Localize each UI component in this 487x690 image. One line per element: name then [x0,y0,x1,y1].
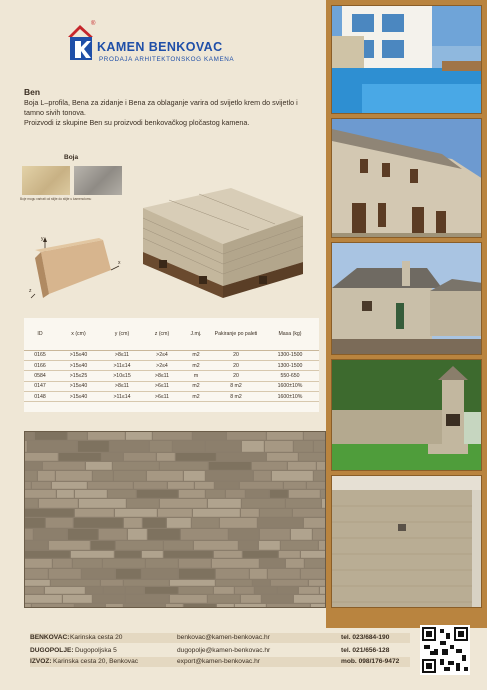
contact-phone: mob. 098/176-9472 [341,658,400,665]
swatch-title: Boja [64,154,79,161]
cell-unit: m2 [181,392,211,402]
cell-z: >8≤11 [143,371,181,381]
cell-mass: 1300-1500 [261,360,319,370]
cell-z: >2≤4 [143,350,181,360]
photo-pool-villa [331,5,482,114]
contact-row-izvoz [30,658,410,668]
col-header-id: ID [24,318,56,350]
cell-mass: 550-650 [261,371,319,381]
photo-stone-cottage [331,242,482,355]
contact-city: BENKOVAC: [30,634,70,641]
table-row [24,392,319,402]
cell-packing: 8 m2 [211,392,261,402]
contact-phone: tel. 021/656-128 [341,647,390,654]
col-header-mass: Masa (kg) [261,318,319,350]
cell-x: >15≤40 [56,350,101,360]
cell-z: >2≤4 [143,360,181,370]
cell-unit: m2 [181,350,211,360]
contact-phone: tel. 023/684-190 [341,634,390,641]
spec-table [24,318,319,412]
col-header-z: z (cm) [143,318,181,350]
logo-house-icon [66,22,96,62]
cell-x: >15≤25 [56,371,101,381]
contact-city: DUGOPOLJE: [30,647,74,654]
contact-city: IZVOZ: [30,658,52,665]
contact-row-dugopolje [30,647,410,657]
cell-id: 0166 [24,360,56,370]
cell-unit: m [181,371,211,381]
contact-footer [0,628,487,690]
col-header-unit: J.mj. [181,318,211,350]
cell-z: >6≤11 [143,381,181,391]
table-row [24,350,319,360]
contact-email[interactable]: export@kamen-benkovac.hr [177,658,260,665]
cell-y: >8≤11 [101,381,143,391]
cell-x: >15≤40 [56,392,101,402]
contact-email[interactable]: dugopolje@kamen-benkovac.hr [177,647,271,654]
cell-x: >15≤40 [56,360,101,370]
product-description [24,98,319,128]
contact-email[interactable]: benkovac@kamen-benkovac.hr [177,634,270,641]
company-logo [66,22,256,66]
spec-table-header [24,318,319,350]
cell-y: >11≤14 [101,392,143,402]
contact-address: Karinska cesta 20 [70,634,123,641]
cell-unit: m2 [181,381,211,391]
cell-id: 0148 [24,392,56,402]
table-row [24,360,319,370]
cell-packing: 20 [211,350,261,360]
axis-z-label: z [29,288,32,294]
registered-mark: ® [91,21,96,27]
photo-stone-facade [331,475,482,608]
block-dimension-sketch [29,234,125,300]
cell-y: >11≤14 [101,360,143,370]
cell-z: >6≤11 [143,392,181,402]
contact-row-benkovac [30,634,410,644]
swatch-note: Boje mogu varirati od stijte do stijte u kamenolomu [20,197,92,201]
cell-packing: 20 [211,360,261,370]
table-row [24,381,319,391]
description-line-2: Proizvodi iz skupine Ben su proizvodi benkovačkog pločastog kamena. [24,118,250,127]
brand-tagline: PRODAJA ARHITEKTONSKOG KAMENA [99,56,235,63]
col-header-y: y (cm) [101,318,143,350]
cell-packing: 8 m2 [211,381,261,391]
description-line-1: Boja L–profila, Bena za zidanje i Bena za oblaganje varira od svijetlo krem do svijetlo i tamno sivih tonova. [24,98,298,117]
brand-name: KAMEN BENKOVAC [97,40,223,54]
photo-stone-house [331,118,482,238]
product-title: Ben [24,87,41,97]
contact-address: Karinska cesta 20, Benkovac [53,658,139,665]
contact-address: Dugopoljska 5 [75,647,117,654]
col-header-packing: Pakiranje po paleti [211,318,261,350]
stone-wall-photo [24,431,326,608]
cell-mass: 1600±10% [261,392,319,402]
cell-id: 0584 [24,371,56,381]
cell-y: >10≤15 [101,371,143,381]
cell-id: 0147 [24,381,56,391]
cell-packing: 20 [211,371,261,381]
cell-x: >15≤40 [56,381,101,391]
swatch-grey [74,166,122,195]
cell-id: 0165 [24,350,56,360]
axis-y-label: y [41,236,44,242]
cell-mass: 1300-1500 [261,350,319,360]
cell-mass: 1600±10% [261,381,319,391]
axis-x-label: x [118,260,121,266]
col-header-x: x (cm) [56,318,101,350]
swatch-cream [22,166,70,195]
qr-code[interactable] [420,625,470,675]
cell-unit: m2 [181,360,211,370]
table-row [24,371,319,381]
stone-pallet-image [139,186,307,302]
color-swatches [20,154,124,204]
cell-y: >8≤11 [101,350,143,360]
photo-stone-bbq [331,359,482,471]
